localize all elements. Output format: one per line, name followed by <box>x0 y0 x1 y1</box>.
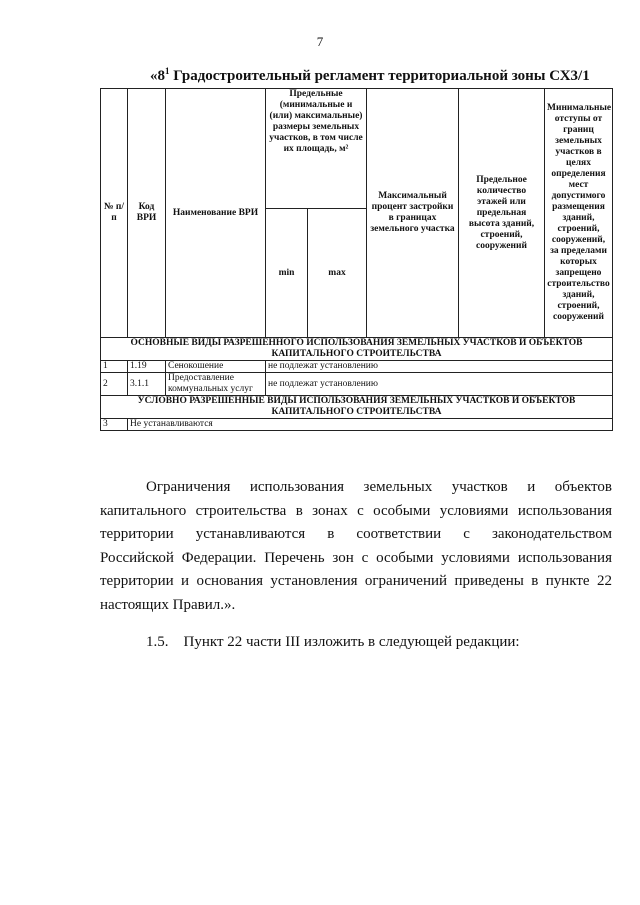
row-text: Не устанавливаются <box>128 419 613 431</box>
section-row-main <box>101 338 613 361</box>
col-header-min: min <box>266 209 308 338</box>
row-num: 1 <box>101 361 128 373</box>
table-header-row <box>101 89 613 209</box>
col-header-floors: Предельное количество этажей или предельная высота зданий, строений, сооружений <box>459 89 545 338</box>
heading-superscript: 1 <box>165 66 170 76</box>
heading-text: Градостроительный регламент территориальной зоны СХ3/1 <box>169 68 590 84</box>
col-header-num: № п/п <box>101 89 128 338</box>
row-code: 3.1.1 <box>128 373 166 396</box>
col-header-sizes: Предельные (минимальные и (или) максимальные) размеры земельных участков, в том числе их площадь, м² <box>266 89 367 209</box>
paragraph-line: Российской Федерации. Перечень зон с особыми условиями использования <box>100 549 612 566</box>
section-title-main: ОСНОВНЫЕ ВИДЫ РАЗРЕШЕННОГО ИСПОЛЬЗОВАНИЯ ЗЕМЕЛЬНЫХ УЧАСТКОВ И ОБЪЕКТОВ КАПИТАЛЬНОГО СТРОИТЕЛЬСТВА <box>101 338 613 361</box>
row-num: 2 <box>101 373 128 396</box>
section-row-conditional <box>101 396 613 419</box>
paragraph-restrictions <box>100 476 612 618</box>
col-header-name: Наименование ВРИ <box>166 89 266 338</box>
table-row <box>101 419 613 431</box>
paragraph-item-1-5: 1.5. Пункт 22 части III изложить в следующей редакции: <box>146 634 520 650</box>
col-header-code: Код ВРИ <box>128 89 166 338</box>
regulation-table <box>100 88 613 431</box>
paragraph-line: настоящих Правил.». <box>100 596 236 613</box>
row-name: Предоставление коммунальных услуг <box>166 373 266 396</box>
row-num: 3 <box>101 419 128 431</box>
regulation-heading <box>150 66 590 85</box>
col-header-max: max <box>308 209 367 338</box>
table-row <box>101 373 613 396</box>
paragraph-line: территории и основания установления ограничений приведены в пункте 22 <box>100 573 612 590</box>
paragraph-line: капитального строительства в зонах с особыми условиями использования <box>100 502 612 519</box>
heading-prefix: «8 <box>150 68 165 84</box>
paragraph-line: Ограничения использования земельных участков и объектов <box>146 479 612 495</box>
section-title-conditional: УСЛОВНО РАЗРЕШЕННЫЕ ВИДЫ ИСПОЛЬЗОВАНИЯ ЗЕМЕЛЬНЫХ УЧАСТКОВ И ОБЪЕКТОВ КАПИТАЛЬНОГО СТРОИТЕЛЬСТВА <box>101 396 613 419</box>
paragraph-line: территории устанавливаются в соответствии с законодательством <box>100 526 612 543</box>
col-header-coverage: Максимальный процент застройки в границах земельного участка <box>367 89 459 338</box>
row-name: Сенокошение <box>166 361 266 373</box>
table-row <box>101 361 613 373</box>
page-number: 7 <box>316 34 324 49</box>
col-header-setbacks: Минимальные отступы от границ земельных участков в целях определения мест допустимого размещения зданий, строений, сооружений, за пределами которых запрещено строительство зданий, строений, сооружений <box>545 89 613 338</box>
row-value: не подлежат установлению <box>266 373 613 396</box>
row-code: 1.19 <box>128 361 166 373</box>
row-value: не подлежат установлению <box>266 361 613 373</box>
